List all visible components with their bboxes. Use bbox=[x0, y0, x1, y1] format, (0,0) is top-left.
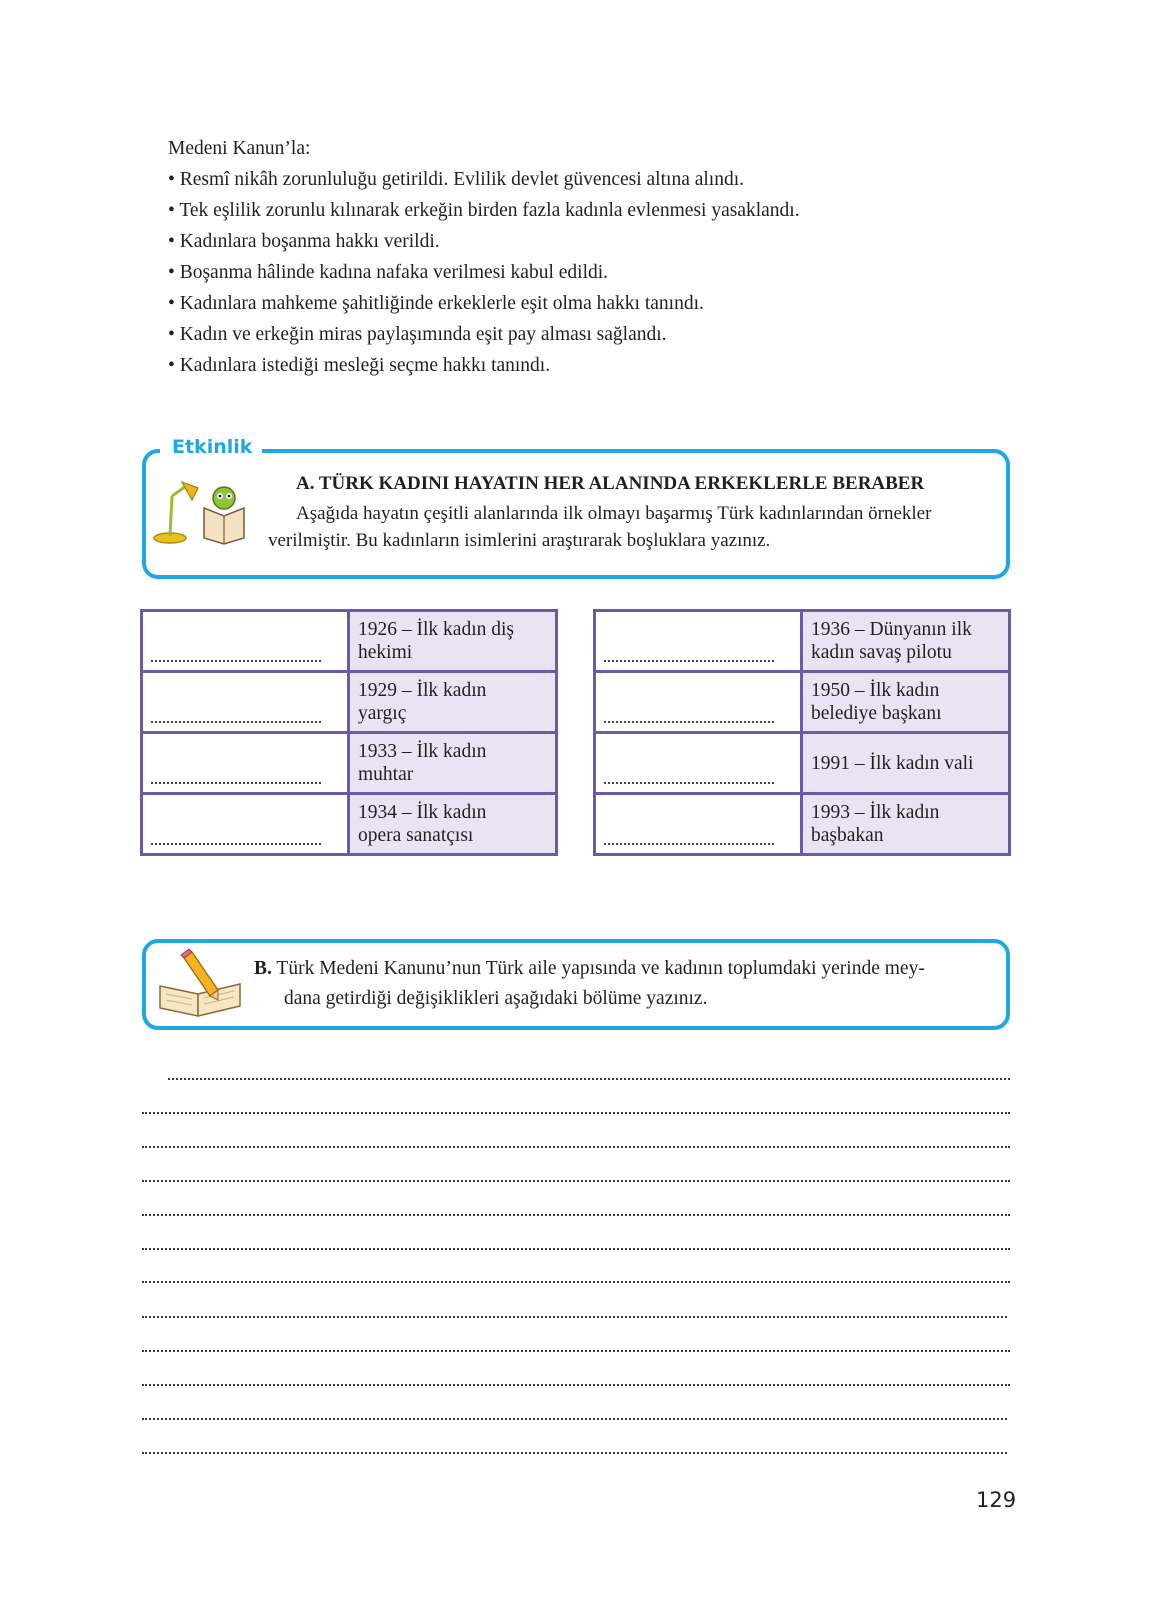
section-b-text: dana getirdiği değişiklikleri aşağıdaki bölüme yazınız. bbox=[284, 988, 708, 1009]
bullet-item: • Resmî nikâh zorunluluğu getirildi. Evlilik devlet güvencesi altına alındı. bbox=[168, 169, 745, 190]
table-cell: 1926 – İlk kadın diş hekimi bbox=[349, 611, 557, 672]
table-row bbox=[595, 672, 1010, 733]
writing-line[interactable] bbox=[142, 1112, 1010, 1114]
table-row bbox=[595, 794, 1010, 855]
activity-text: verilmiştir. Bu kadınların isimlerini araştırarak boşluklara yazınız. bbox=[268, 530, 771, 551]
writing-line[interactable] bbox=[142, 1452, 1007, 1454]
answer-blank[interactable] bbox=[595, 733, 802, 794]
table-row bbox=[595, 611, 1010, 672]
writing-line[interactable] bbox=[142, 1281, 1010, 1283]
writing-line[interactable] bbox=[142, 1146, 1010, 1148]
intro-heading: Medeni Kanun’la: bbox=[168, 138, 311, 159]
writing-line[interactable] bbox=[142, 1384, 1010, 1386]
table-row bbox=[595, 733, 1010, 794]
page-number: 129 bbox=[976, 1488, 1017, 1512]
writing-line[interactable] bbox=[142, 1180, 1010, 1182]
writing-line[interactable] bbox=[142, 1316, 1007, 1318]
table-cell: 1936 – Dünyanın ilk kadın savaş pilotu bbox=[802, 611, 1010, 672]
intro-text bbox=[168, 133, 800, 381]
answer-blank[interactable] bbox=[142, 794, 349, 855]
answer-blank[interactable] bbox=[142, 672, 349, 733]
activity-text: Aşağıda hayatın çeşitli alanlarında ilk olmayı başarmış Türk kadınlarından örnekler bbox=[296, 503, 932, 524]
writing-line[interactable] bbox=[142, 1214, 1010, 1216]
answer-blank[interactable] bbox=[595, 794, 802, 855]
writing-line[interactable] bbox=[142, 1248, 1010, 1250]
answer-blank[interactable] bbox=[142, 733, 349, 794]
left-table bbox=[140, 609, 558, 856]
table-cell: 1991 – İlk kadın vali bbox=[802, 733, 1010, 794]
activity-title: A. TÜRK KADINI HAYATIN HER ALANINDA ERKEKLERLE BERABER bbox=[296, 473, 925, 494]
lamp-reading-icon bbox=[152, 478, 257, 546]
section-b-box bbox=[142, 939, 1010, 1030]
section-b-text: B. Türk Medeni Kanunu’nun Türk aile yapısında ve kadının toplumdaki yerinde mey- bbox=[254, 958, 925, 979]
table-cell: 1993 – İlk kadın başbakan bbox=[802, 794, 1010, 855]
bullet-item: • Kadın ve erkeğin miras paylaşımında eşit pay alması sağlandı. bbox=[168, 324, 667, 345]
table-row bbox=[142, 794, 557, 855]
table-row bbox=[142, 733, 557, 794]
book-pencil-icon bbox=[156, 948, 244, 1020]
bullet-item: • Boşanma hâlinde kadına nafaka verilmesi kabul edildi. bbox=[168, 262, 609, 283]
right-table bbox=[593, 609, 1011, 856]
activity-label: Etkinlik bbox=[160, 434, 262, 460]
answer-blank[interactable] bbox=[142, 611, 349, 672]
answer-blank[interactable] bbox=[595, 611, 802, 672]
table-row bbox=[142, 611, 557, 672]
writing-line[interactable] bbox=[168, 1078, 1010, 1080]
table-cell: 1934 – İlk kadın opera sanatçısı bbox=[349, 794, 557, 855]
bullet-item: • Kadınlara boşanma hakkı verildi. bbox=[168, 231, 440, 252]
table-cell: 1950 – İlk kadın belediye başkanı bbox=[802, 672, 1010, 733]
table-cell: 1929 – İlk kadın yargıç bbox=[349, 672, 557, 733]
table-row bbox=[142, 672, 557, 733]
answer-blank[interactable] bbox=[595, 672, 802, 733]
bullet-item: • Kadınlara mahkeme şahitliğinde erkeklerle eşit olma hakkı tanındı. bbox=[168, 293, 704, 314]
bullet-item: • Tek eşlilik zorunlu kılınarak erkeğin birden fazla kadınla evlenmesi yasaklandı. bbox=[168, 200, 800, 221]
writing-line[interactable] bbox=[142, 1418, 1007, 1420]
writing-line[interactable] bbox=[142, 1350, 1010, 1352]
table-cell: 1933 – İlk kadın muhtar bbox=[349, 733, 557, 794]
bullet-item: • Kadınlara istediği mesleği seçme hakkı tanındı. bbox=[168, 355, 551, 376]
